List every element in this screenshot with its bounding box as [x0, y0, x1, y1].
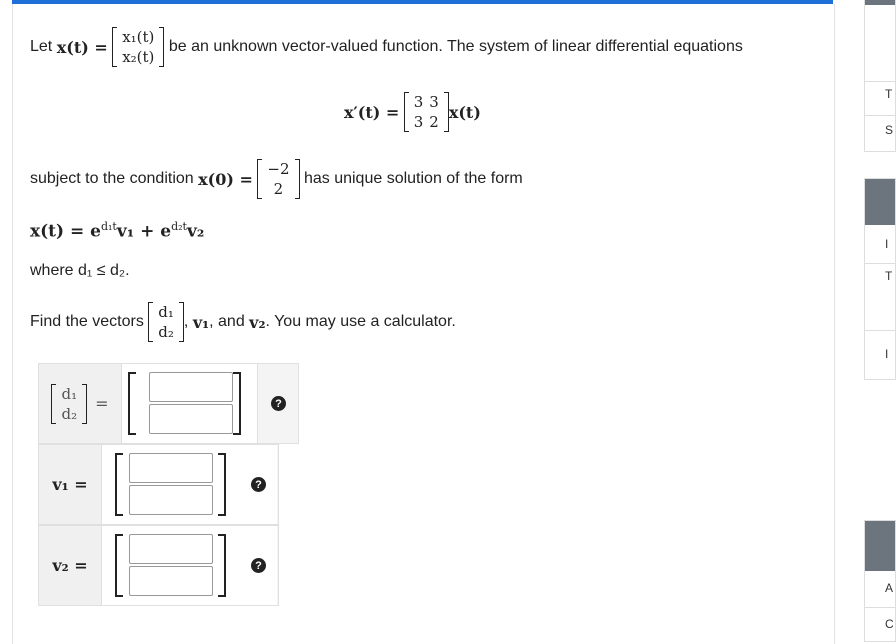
answer-d-label — [39, 364, 122, 443]
find-d2: d₂ — [158, 323, 174, 341]
v2-top-input[interactable] — [129, 534, 213, 564]
right-bracket — [218, 453, 226, 516]
left-bracket — [128, 372, 136, 435]
system-equation — [344, 89, 481, 135]
solution-exp1: d₁t — [100, 220, 117, 233]
matrix-cell: 3 — [413, 93, 424, 111]
answer-d2: d₂ — [61, 404, 78, 423]
solution-v1: v₁ + e — [116, 221, 172, 242]
find-comma: , — [183, 313, 189, 330]
divider — [865, 115, 895, 116]
sidebar-item[interactable]: I — [885, 347, 889, 361]
intro-vector — [112, 27, 164, 67]
system-rhs: x(t) — [448, 102, 481, 122]
v1-top-input[interactable] — [129, 453, 213, 483]
answer-v1-row — [38, 444, 279, 525]
answer-v2-label: v₂ = — [39, 526, 102, 605]
condition-line — [30, 155, 523, 203]
help-icon[interactable]: ? — [251, 477, 266, 492]
sidebar-item[interactable]: T — [885, 87, 893, 101]
left-bracket — [115, 534, 123, 597]
sidebar-panel-1 — [864, 0, 896, 152]
find-d-vector — [148, 302, 184, 342]
answer-d-row — [38, 363, 299, 444]
v1-bottom-input[interactable] — [129, 485, 213, 515]
intro-let: Let — [30, 38, 53, 55]
answer-d1: d₁ — [61, 384, 78, 403]
condition-prefix: subject to the condition — [30, 170, 194, 187]
condition-vector — [257, 159, 299, 199]
answer-v2-row — [38, 525, 279, 606]
sidebar-panel-2 — [864, 178, 896, 380]
divider — [865, 263, 895, 264]
answer-d-eq: = — [95, 394, 109, 413]
intro-x-of-t: x(t) = — [56, 37, 108, 57]
find-v2: v₂ — [249, 312, 266, 332]
sidebar-panel-header — [865, 179, 895, 225]
find-prefix: Find the vectors — [30, 313, 144, 330]
divider — [865, 607, 895, 608]
intro-text: be an unknown vector-valued function. The system of linear differential equations — [168, 38, 743, 55]
solution-x: x(t) = e — [30, 221, 101, 242]
d2-input[interactable] — [149, 404, 233, 434]
solution-v2: v₂ — [186, 221, 205, 242]
help-icon[interactable]: ? — [251, 558, 266, 573]
answer-d-cell — [122, 364, 258, 443]
find-line — [30, 298, 456, 346]
sidebar-panel-header — [865, 0, 895, 5]
divider — [865, 81, 895, 82]
answer-v1-label: v₁ = — [39, 445, 102, 524]
right-bracket — [233, 372, 241, 435]
sidebar-panel-header — [865, 521, 895, 571]
d1-input[interactable] — [149, 372, 233, 402]
matrix-cell: 2 — [429, 113, 439, 131]
left-bracket — [115, 453, 123, 516]
matrix-cell: 3 — [413, 113, 424, 131]
find-suffix: . You may use a calculator. — [265, 313, 456, 330]
find-v1: v₁ — [192, 312, 210, 332]
help-icon[interactable]: ? — [271, 396, 286, 411]
condition-suffix: has unique solution of the form — [303, 170, 523, 187]
sidebar-panel-3 — [864, 520, 896, 642]
sidebar-item[interactable]: I — [885, 237, 889, 251]
system-lhs: x′(t) = — [344, 102, 400, 122]
condition-v1: −2 — [267, 160, 290, 178]
sidebar-item[interactable]: A — [885, 581, 894, 595]
sidebar-item[interactable]: T — [885, 269, 893, 283]
system-matrix — [404, 92, 449, 132]
intro-line — [30, 22, 743, 72]
matrix-cell: 3 — [429, 93, 439, 111]
find-d1: d₁ — [158, 303, 174, 321]
sidebar-item[interactable]: C — [885, 617, 894, 631]
right-bracket — [218, 534, 226, 597]
solution-form — [30, 220, 204, 242]
intro-x2: x₂(t) — [122, 48, 155, 66]
v2-bottom-input[interactable] — [129, 566, 213, 596]
find-and: , and — [209, 313, 245, 330]
sidebar-item[interactable]: S — [885, 123, 894, 137]
divider — [865, 330, 895, 331]
answer-d-vector — [51, 384, 87, 424]
where-condition: where d₁ ≤ d₂. — [30, 262, 130, 279]
solution-exp2: d₂t — [171, 220, 187, 233]
condition-v2: 2 — [273, 180, 284, 198]
condition-x0: x(0) = — [198, 169, 253, 189]
intro-x1: x₁(t) — [122, 28, 155, 46]
